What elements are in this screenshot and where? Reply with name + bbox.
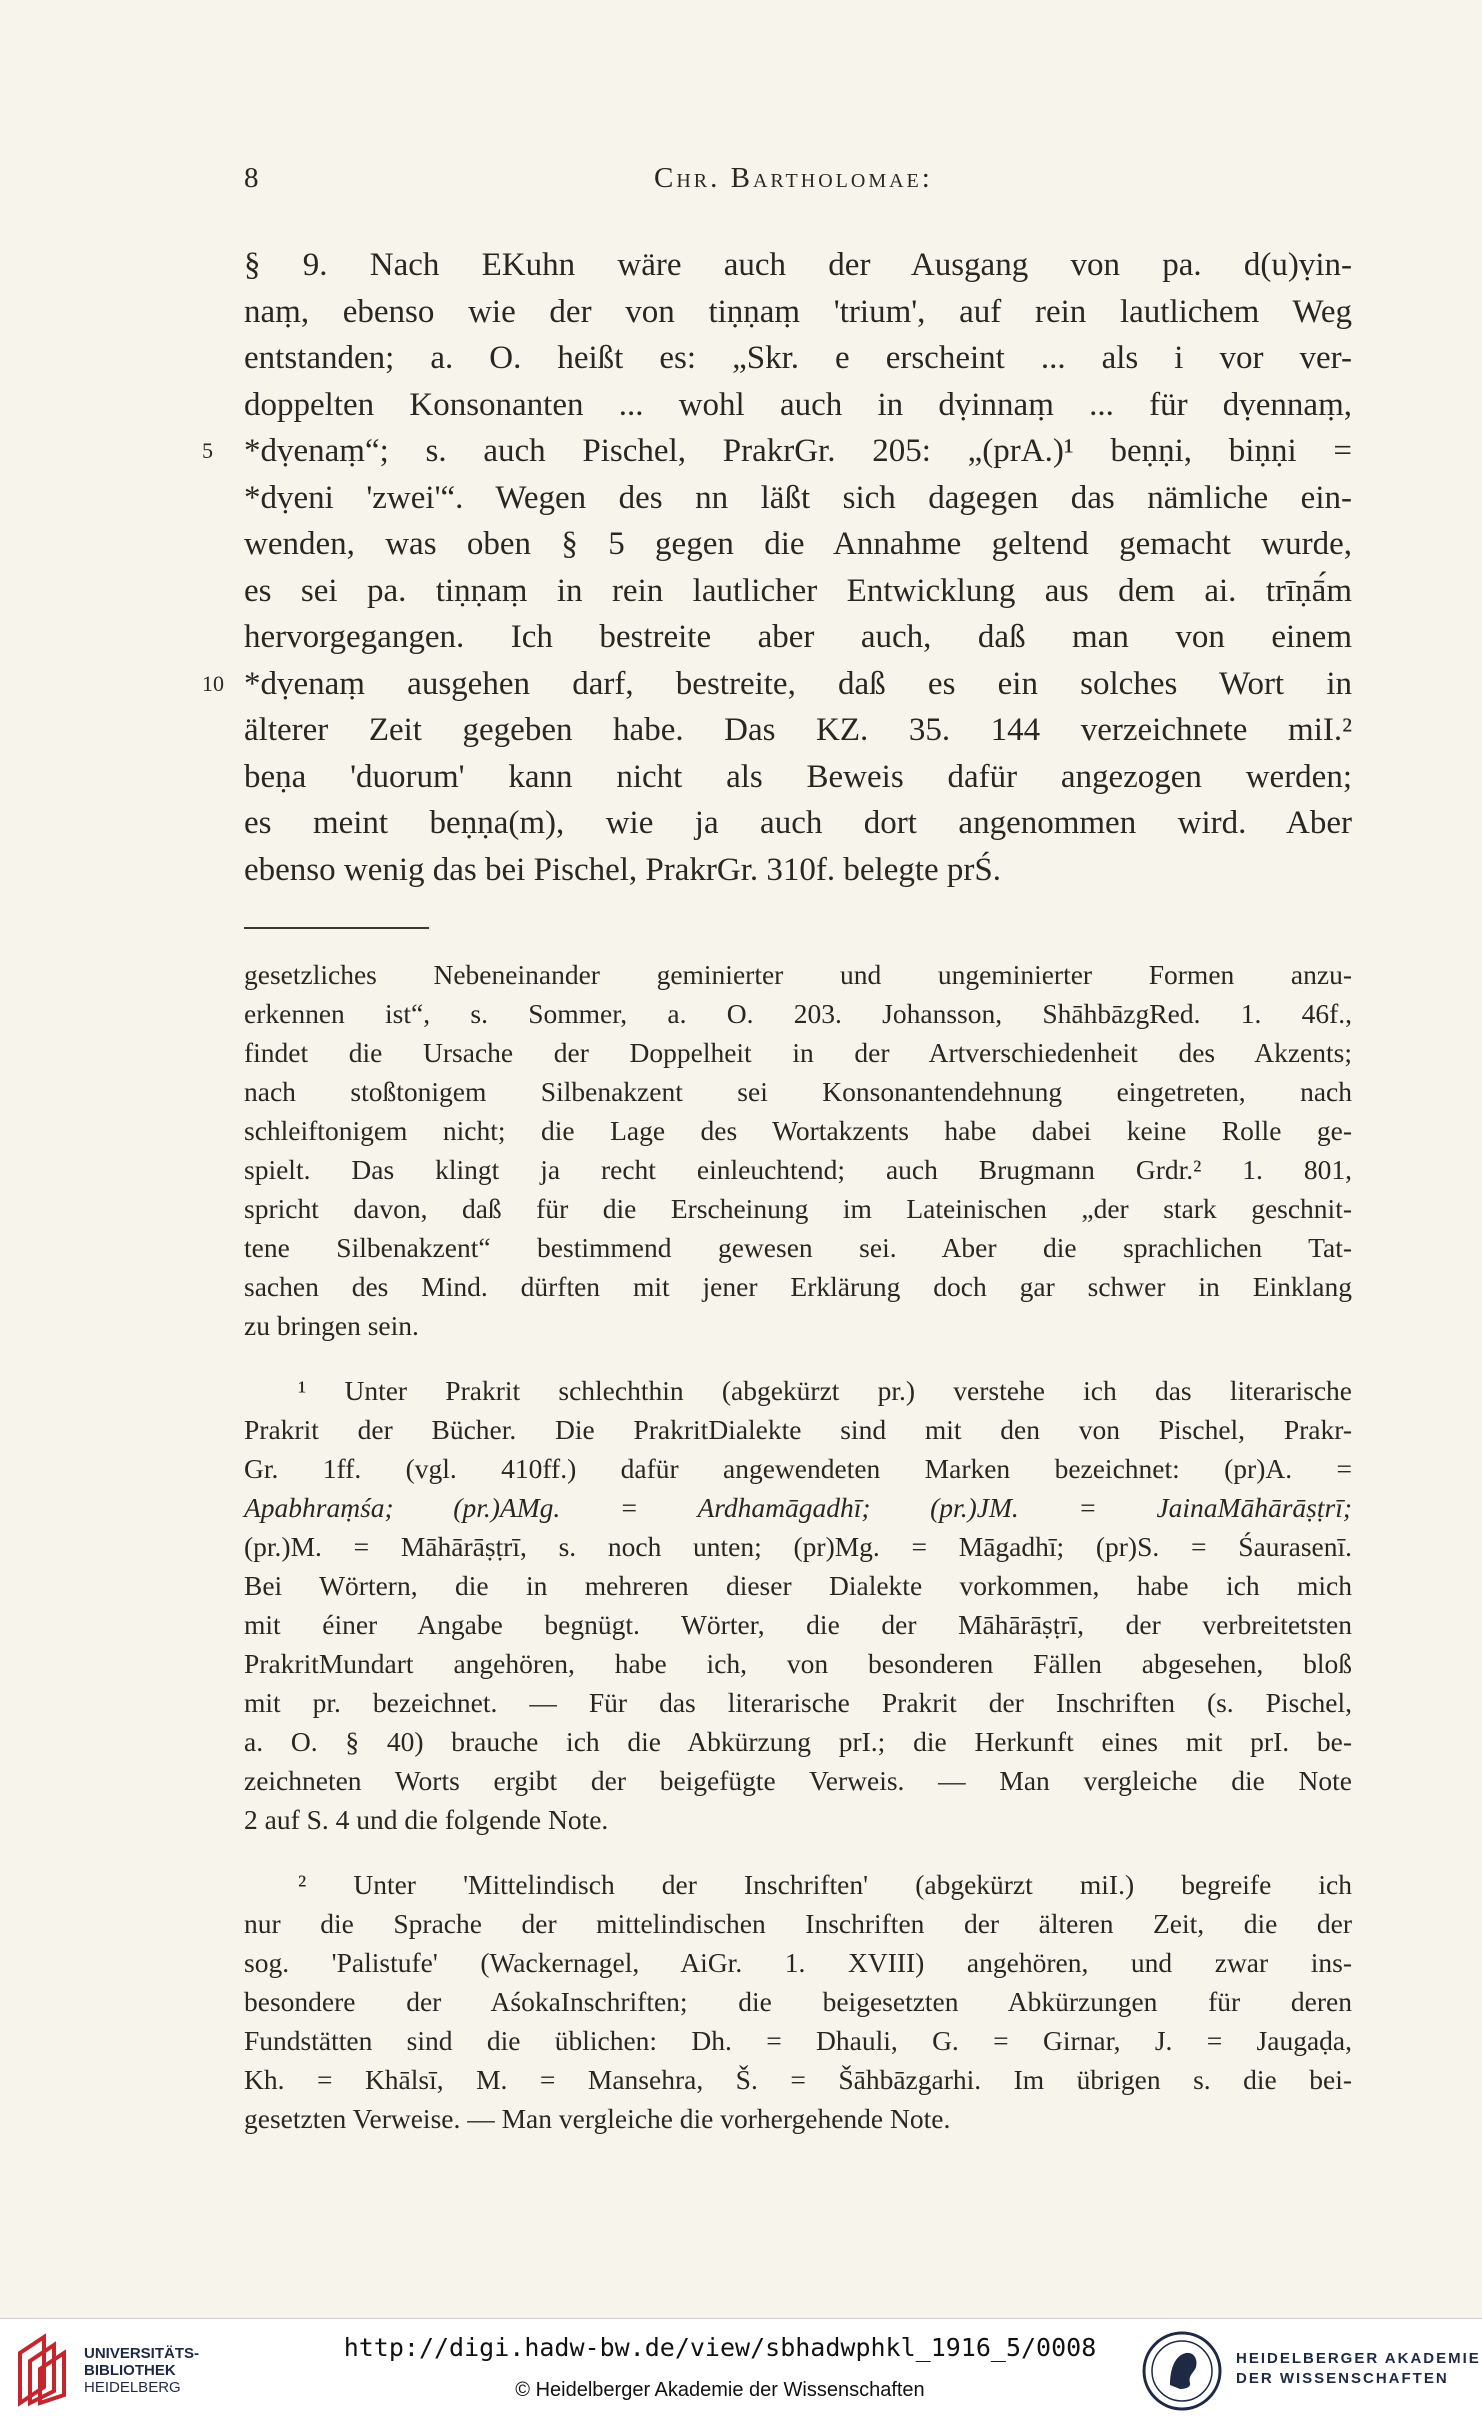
line-number: 10 bbox=[202, 670, 224, 696]
footnote-line: nur die Sprache der mittelindischen Inschriften der älteren Zeit, die der bbox=[244, 1908, 1352, 1939]
footnote-line: Kh. = Khālsī, M. = Mansehra, Š. = Šāhbāzgarhi. Im übrigen s. die bei- bbox=[244, 2064, 1352, 2095]
footnote-line: ¹ Unter Prakrit schlechthin (abgekürzt pr.) verstehe ich das literarische bbox=[298, 1375, 1352, 1406]
university-library-logo-icon bbox=[14, 2333, 72, 2407]
footnote-line: tene Silbenakzent“ bestimmend gewesen sei. Aber die sprachlichen Tat- bbox=[244, 1232, 1352, 1263]
text-line bbox=[244, 754, 1352, 801]
text-line bbox=[244, 614, 1352, 661]
footnote-line: gesetzliches Nebeneinander geminierter und ungeminierter Formen anzu- bbox=[244, 959, 1352, 990]
line-number: 5 bbox=[202, 438, 213, 463]
academy-name-line: DER WISSENSCHAFTEN bbox=[1236, 2370, 1449, 2387]
text-line bbox=[244, 242, 1352, 289]
text-line-content: § 9. Nach EKuhn wäre auch der Ausgang von pa. d(u)ṿin- bbox=[244, 247, 1352, 283]
text-line-content: entstanden; a. O. heißt es: „Skr. e erscheint ... als i vor ver- bbox=[244, 340, 1352, 376]
text-line-content: hervorgegangen. Ich bestreite aber auch, daß man von einem bbox=[244, 619, 1352, 655]
text-line-content: *dṿenaṃ ausgehen darf, bestreite, daß es ein solches Wort in bbox=[244, 665, 1352, 702]
page-number: 8 bbox=[244, 162, 259, 194]
text-line bbox=[244, 382, 1352, 429]
academy-name-line: HEIDELBERGER AKADEMIE bbox=[1236, 2350, 1481, 2367]
text-line-content: *dṿenaṃ“; s. auch Pischel, PrakrGr. 205: „(prA.)¹ beṇṇi, biṇṇi = bbox=[244, 433, 1352, 469]
text-line-content: wenden, was oben § 5 gegen die Annahme geltend gemacht wurde, bbox=[244, 526, 1352, 562]
footnote-line: sog. 'Palistufe' (Wackernagel, AiGr. 1. XVIII) angehören, und zwar ins- bbox=[244, 1947, 1352, 1978]
running-head: Chr. Bartholomae: bbox=[654, 162, 933, 194]
footnote-line: Prakrit der Bücher. Die PrakritDialekte sind mit den von Pischel, Prakr- bbox=[244, 1414, 1352, 1445]
text-line-content: ebenso wenig das bei Pischel, PrakrGr. 310f. belegte prŚ. bbox=[244, 851, 1002, 888]
footnote-line: nach stoßtonigem Silbenakzent sei Konsonantendehnung eingetreten, nach bbox=[244, 1076, 1352, 1107]
footnote-line: sachen des Mind. dürften mit jener Erklärung doch gar schwer in Einklang bbox=[244, 1271, 1352, 1302]
footnotes bbox=[244, 955, 1352, 2138]
text-line bbox=[244, 847, 1352, 894]
text-line bbox=[244, 800, 1352, 847]
footnote-line: erkennen ist“, s. Sommer, a. O. 203. Johansson, ShāhbāzgRed. 1. 46f., bbox=[244, 998, 1352, 1029]
footnote-line: PrakritMundart angehören, habe ich, von besonderen Fällen abgesehen, bloß bbox=[244, 1648, 1352, 1679]
footnote-line: Gr. 1ff. (vgl. 410ff.) dafür angewendeten Marken bezeichnet: (pr)A. = bbox=[244, 1453, 1352, 1484]
text-line-content: *dṿeni 'zwei'“. Wegen des nn läßt sich dagegen das nämliche ein- bbox=[244, 479, 1352, 516]
footnote-line: zu bringen sein. bbox=[244, 1310, 419, 1341]
footnote-line: Apabhraṃśa; (pr.)AMg. = Ardhamāgadhī; (pr.)JM. = JainaMāhārāṣṭrī; bbox=[244, 1492, 1352, 1523]
text-line-content: es meint beṇṇa(m), wie ja auch dort angenommen wird. Aber bbox=[244, 805, 1352, 841]
text-line bbox=[244, 335, 1352, 382]
footnote-line: schleiftonigem nicht; die Lage des Wortakzents habe dabei keine Rolle ge- bbox=[244, 1115, 1352, 1146]
footnote-line: 2 auf S. 4 und die folgende Note. bbox=[244, 1804, 609, 1835]
footnote-line: spricht davon, daß für die Erscheinung im Lateinischen „der stark geschnit- bbox=[244, 1193, 1352, 1224]
footnote-line: besondere der AśokaInschriften; die beigesetzten Abkürzungen für deren bbox=[244, 1986, 1352, 2017]
footnote-2 bbox=[244, 1865, 1352, 2138]
permalink-url[interactable]: http://digi.hadw-bw.de/view/sbhadwphkl_1916_5/0008 bbox=[343, 2333, 1097, 2362]
library-name-line: BIBLIOTHEK bbox=[84, 2362, 176, 2379]
text-line-content: es sei pa. tiṇṇaṃ in rein lautlicher Entwicklung aus dem ai. trīṇā́m bbox=[244, 572, 1352, 609]
library-name-line: HEIDELBERG bbox=[84, 2379, 181, 2396]
footnote-line: spielt. Das klingt ja recht einleuchtend; auch Brugmann Grdr.² 1. 801, bbox=[244, 1154, 1352, 1185]
text-line-content: älterer Zeit gegeben habe. Das KZ. 35. 144 verzeichnete miI.² bbox=[244, 712, 1352, 748]
footnote-line: mit pr. bezeichnet. — Für das literarische Prakrit der Inschriften (s. Pischel, bbox=[244, 1687, 1352, 1718]
footnote-separator bbox=[244, 927, 429, 929]
footnote-line: ² Unter 'Mittelindisch der Inschriften' (abgekürzt miI.) begreife ich bbox=[298, 1869, 1352, 1900]
footnote-line: (pr.)M. = Māhārāṣṭrī, s. noch unten; (pr)Mg. = Māgadhī; (pr)S. = Śaurasenī. bbox=[244, 1531, 1352, 1562]
digitization-footer bbox=[0, 2318, 1482, 2423]
text-line bbox=[202, 428, 1352, 475]
academy-seal-icon bbox=[1140, 2329, 1224, 2413]
footnote-line: Fundstätten sind die üblichen: Dh. = Dhauli, G. = Girnar, J. = Jaugaḍa, bbox=[244, 2025, 1352, 2056]
text-line bbox=[244, 707, 1352, 754]
text-line bbox=[244, 289, 1352, 336]
footnote-line: a. O. § 40) brauche ich die Abkürzung prI.; die Herkunft eines mit prI. be- bbox=[244, 1726, 1352, 1757]
footnote-line: Bei Wörtern, die in mehreren dieser Dialekte vorkommen, habe ich mich bbox=[244, 1570, 1352, 1601]
text-line-content: doppelten Konsonanten ... wohl auch in dṿinnaṃ ... für dṿennaṃ, bbox=[244, 386, 1352, 423]
footnote-line: mit éiner Angabe begnügt. Wörter, die der Māhārāṣṭrī, der verbreitetsten bbox=[244, 1609, 1352, 1640]
library-name-line: UNIVERSITÄTS- bbox=[84, 2345, 200, 2362]
main-text bbox=[202, 242, 1352, 893]
text-line bbox=[244, 475, 1352, 522]
footnote-line: zeichneten Worts ergibt der beigefügte Verweis. — Man vergleiche die Note bbox=[244, 1765, 1352, 1796]
footnote-line: findet die Ursache der Doppelheit in der Artverschiedenheit des Akzents; bbox=[244, 1037, 1352, 1068]
academy-name bbox=[1236, 2349, 1481, 2389]
page-header bbox=[244, 162, 1244, 202]
university-library-name bbox=[84, 2345, 199, 2396]
footnote-line: gesetzten Verweise. — Man vergleiche die vorhergehende Note. bbox=[244, 2103, 951, 2134]
text-line-content: naṃ, ebenso wie der von tiṇṇaṃ 'trium', auf rein lautlichem Weg bbox=[244, 293, 1352, 330]
text-line bbox=[244, 568, 1352, 615]
text-line bbox=[202, 661, 1352, 708]
footnote-1 bbox=[244, 1371, 1352, 1839]
text-line bbox=[244, 521, 1352, 568]
copyright-notice: © Heidelberger Akademie der Wissenschaften bbox=[515, 2379, 925, 2401]
footnote-continuation bbox=[244, 955, 1352, 1345]
text-line-content: beṇa 'duorum' kann nicht als Beweis dafür angezogen werden; bbox=[244, 758, 1352, 795]
